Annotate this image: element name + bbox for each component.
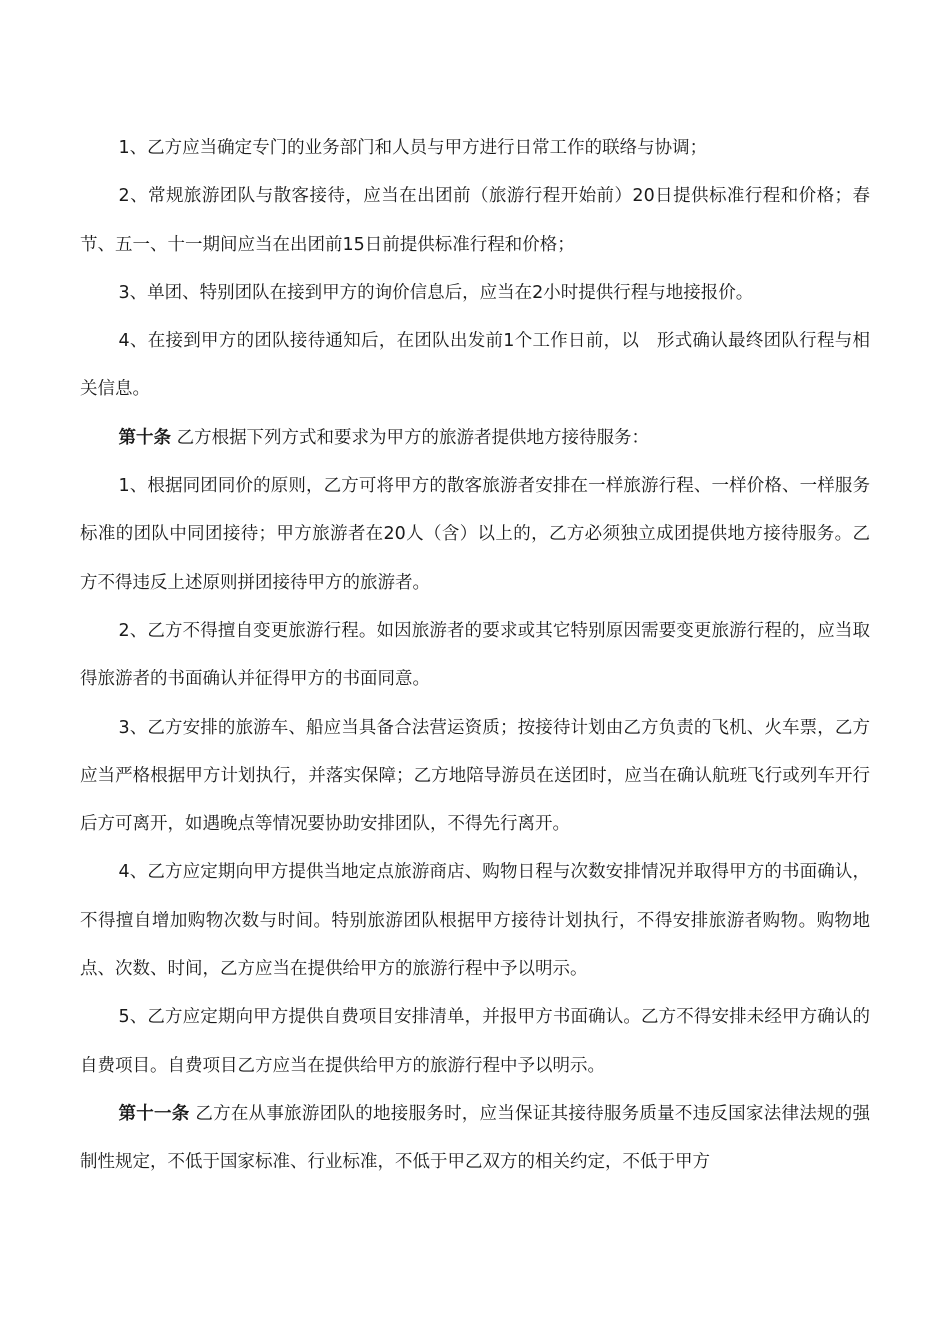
paragraph-text: 3、乙方安排的旅游车、船应当具备合法营运资质；按接待计划由乙方负责的飞机、火车票，乙方应当严格根据甲方计划执行，并落实保障；乙方地陪导游员在送团时，应当在确认航班飞行或列车开行后方可离开，如遇晚点等情况要协助安排团队，不得先行离开。 (80, 717, 870, 835)
clause-paragraph-10 (80, 993, 870, 1090)
paragraph-text: 1、根据同团同价的原则，乙方可将甲方的散客旅游者安排在一样旅游行程、一样价格、一样服务标准的团队中同团接待；甲方旅游者在20人（含）以上的，乙方必须独立成团提供地方接待服务。乙方不得违反上述原则拼团接待甲方的旅游者。 (80, 476, 870, 593)
document-page (80, 124, 870, 1187)
article-heading: 第十一条 (118, 1103, 190, 1124)
paragraph-text: 1、乙方应当确定专门的业务部门和人员与甲方进行日常工作的联络与协调； (118, 138, 708, 158)
paragraph-text: 3、单团、特别团队在接到甲方的询价信息后，应当在2小时提供行程与地接报价。 (118, 282, 754, 303)
paragraph-text: 4、乙方应定期向甲方提供当地定点旅游商店、购物日程与次数安排情况并取得甲方的书面确认，不得擅自增加购物次数与时间。特别旅游团队根据甲方接待计划执行，不得安排旅游者购物。购物地点、次数、时间，乙方应当在提供给甲方的旅游行程中予以明示。 (80, 862, 870, 980)
paragraph-text: 乙方根据下列方式和要求为甲方的旅游者提供地方接待服务： (171, 427, 650, 448)
paragraph-text: 5、乙方应定期向甲方提供自费项目安排清单，并报甲方书面确认。乙方不得安排未经甲方确认的自费项目。自费项目乙方应当在提供给甲方的旅游行程中予以明示。 (80, 1007, 870, 1076)
clause-paragraph-9 (80, 848, 870, 993)
paragraph-text: 2、乙方不得擅自变更旅游行程。如因旅游者的要求或其它特别原因需要变更旅游行程的，应当取得旅游者的书面确认并征得甲方的书面同意。 (80, 620, 870, 690)
clause-paragraph-1 (80, 124, 870, 172)
paragraph-text: 乙方在从事旅游团队的地接服务时，应当保证其接待服务质量不违反国家法律法规的强制性规定，不低于国家标准、行业标准，不低于甲乙双方的相关约定，不低于甲方 (80, 1103, 871, 1173)
article-10-paragraph (80, 414, 870, 462)
article-11-paragraph (80, 1090, 870, 1187)
clause-paragraph-7 (80, 607, 870, 704)
paragraph-text: 4、在接到甲方的团队接待通知后，在团队出发前1个工作日前，以 形式确认最终团队行程与相关信息。 (80, 331, 870, 400)
clause-paragraph-4 (80, 317, 870, 414)
clause-paragraph-8 (80, 704, 870, 849)
clause-paragraph-6 (80, 462, 870, 607)
article-heading: 第十条 (118, 427, 171, 448)
paragraph-text: 2、常规旅游团队与散客接待，应当在出团前（旅游行程开始前）20日提供标准行程和价格；春节、五一、十一期间应当在出团前15日前提供标准行程和价格； (80, 186, 870, 255)
clause-paragraph-3 (80, 269, 870, 317)
clause-paragraph-2 (80, 172, 870, 269)
